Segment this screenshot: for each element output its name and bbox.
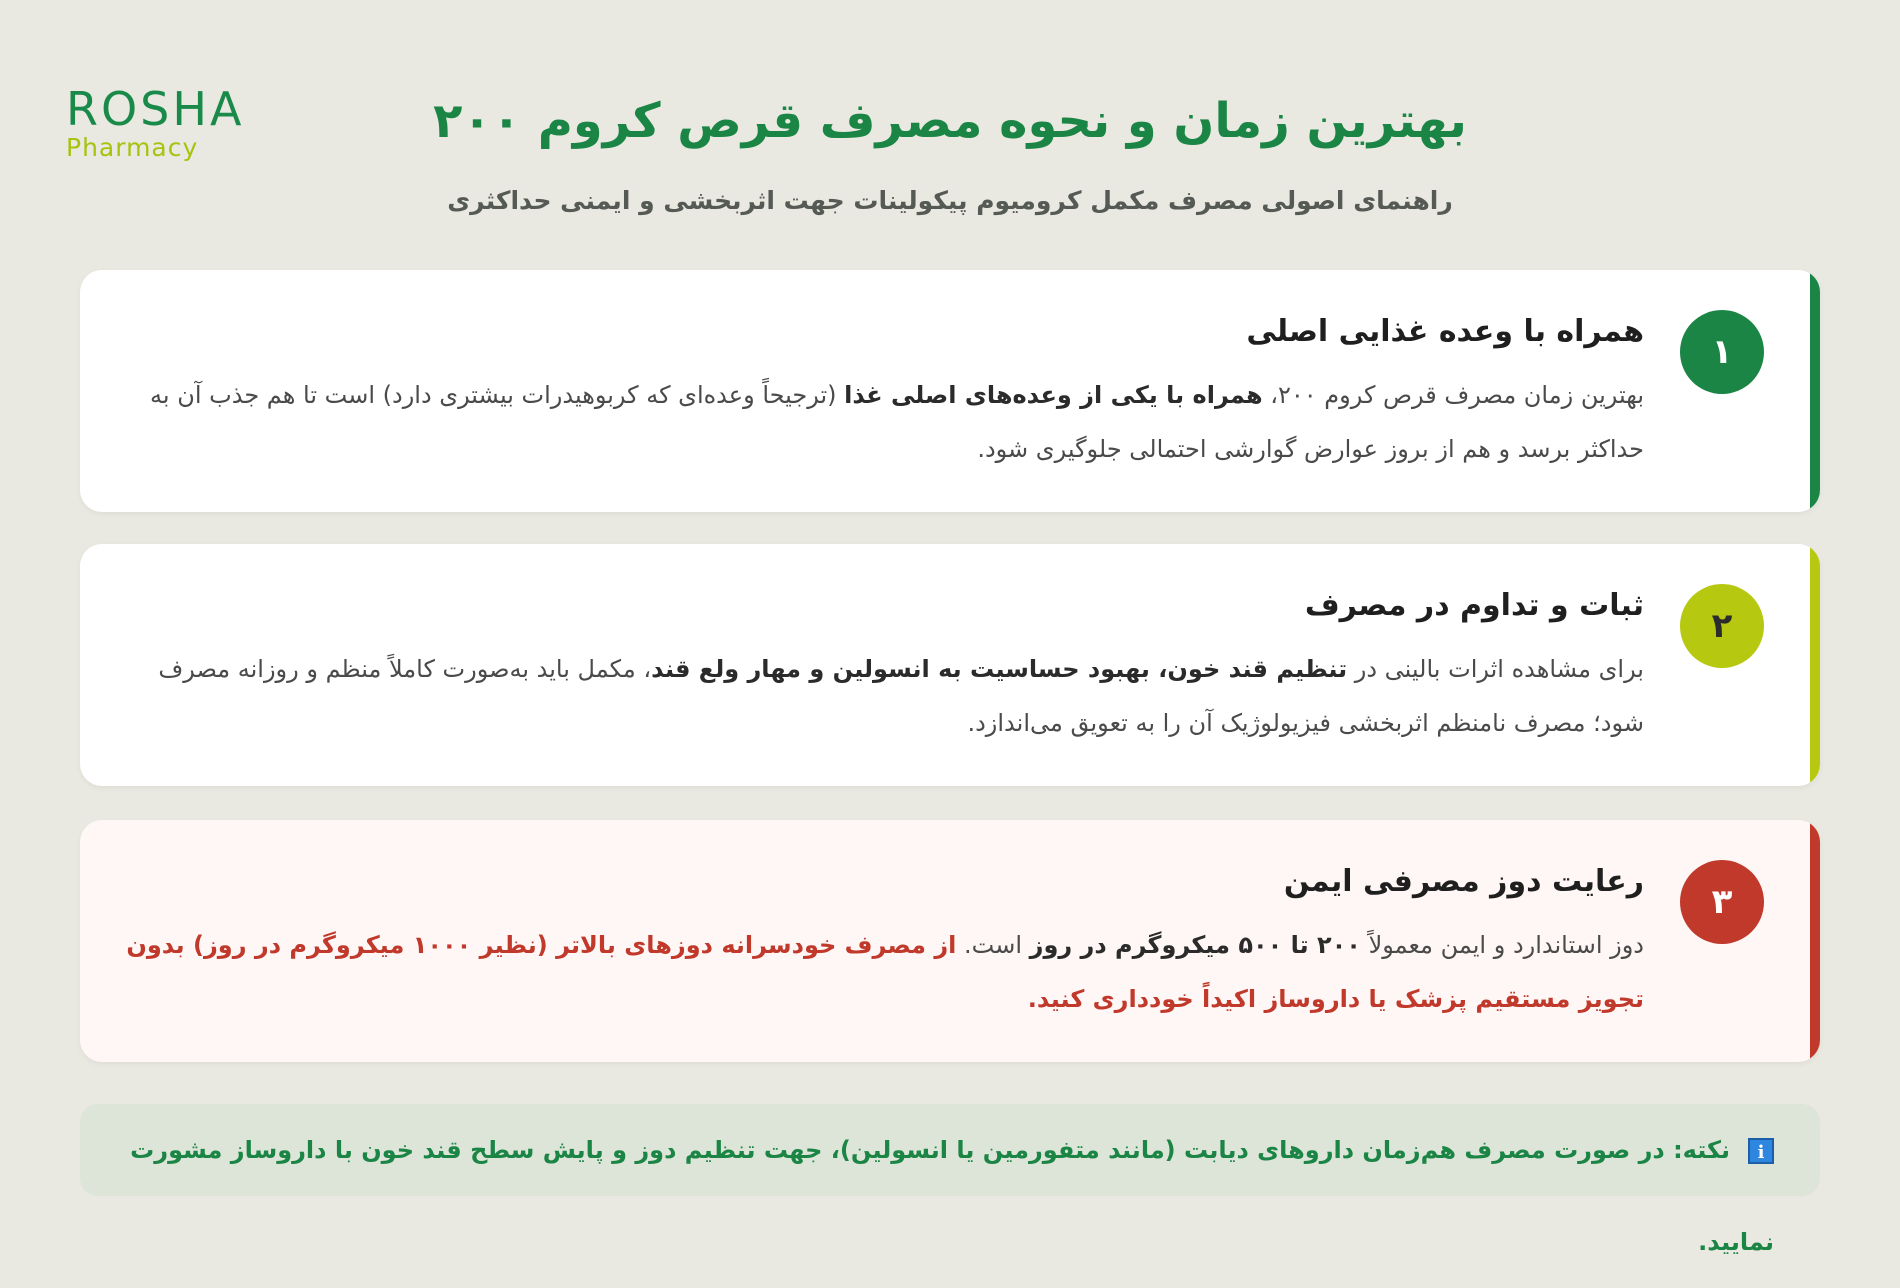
- step-card-2: [80, 544, 1820, 786]
- step-number-badge: ۳: [1680, 860, 1764, 944]
- text-highlight: تنظیم قند خون، بهبود حساسیت به انسولین و مهار ولع قند: [651, 655, 1348, 683]
- step-card-3: [80, 820, 1820, 1062]
- text-segment: بهترین زمان مصرف قرص کروم ۲۰۰،: [1262, 381, 1644, 409]
- step-description: [122, 918, 1644, 1026]
- card-accent-bar: [1810, 544, 1820, 786]
- step-title: ثبات و تداوم در مصرف: [1304, 588, 1644, 623]
- warning-text: از مصرف خودسرانه دوزهای بالاتر (نظیر ۱۰۰۰ میکروگرم در روز) بدون تجویز مستقیم پزشک یا داروساز اکیداً خودداری کنید.: [126, 931, 1644, 1013]
- step-number-badge: ۲: [1680, 584, 1764, 668]
- text-segment: برای مشاهده اثرات بالینی در: [1347, 655, 1644, 683]
- text-segment: دوز استاندارد و ایمن معمولاً: [1360, 931, 1644, 959]
- step-title: همراه با وعده غذایی اصلی: [1246, 314, 1644, 349]
- step-description: [122, 642, 1644, 750]
- step-number-badge: ۱: [1680, 310, 1764, 394]
- card-accent-bar: [1810, 820, 1820, 1062]
- page-subtitle: راهنمای اصولی مصرف مکمل کرومیوم پیکولینات جهت اثربخشی و ایمنی حداکثری: [447, 186, 1453, 215]
- note-box: [80, 1104, 1820, 1256]
- logo-subtitle: Pharmacy: [66, 133, 199, 162]
- text-highlight: همراه با یکی از وعده‌های اصلی غذا: [844, 381, 1263, 409]
- logo-wordmark: ROSHA: [66, 82, 245, 136]
- info-icon: i: [1748, 1138, 1774, 1164]
- text-segment: است.: [956, 931, 1030, 959]
- step-card-1: [80, 270, 1820, 512]
- card-accent-bar: [1810, 270, 1820, 512]
- page-title: بهترین زمان و نحوه مصرف قرص کروم ۲۰۰: [433, 93, 1467, 149]
- text-segment: (ترجیحاً وعده‌ای که کربوهیدرات بیشتری دارد) است تا هم جذب آن به حداکثر برسد و هم از بروز عوارض گوارشی احتمالی جلوگیری شود.: [150, 381, 1644, 463]
- step-title: رعایت دوز مصرفی ایمن: [1283, 864, 1644, 899]
- text-highlight: ۲۰۰ تا ۵۰۰ میکروگرم در روز: [1029, 931, 1361, 959]
- logo: [66, 82, 245, 162]
- step-description: [122, 368, 1644, 476]
- text-segment: ، مکمل باید به‌صورت کاملاً منظم و روزانه مصرف شود؛ مصرف نامنظم اثربخشی فیزیولوژیک آن را به تعویق می‌اندازد.: [158, 655, 1644, 737]
- note-text: نکته: در صورت مصرف هم‌زمان داروهای دیابت (مانند متفورمین یا انسولین)، جهت تنظیم دوز و پایش سطح قند خون با داروساز مشورت نمایید.: [130, 1136, 1774, 1256]
